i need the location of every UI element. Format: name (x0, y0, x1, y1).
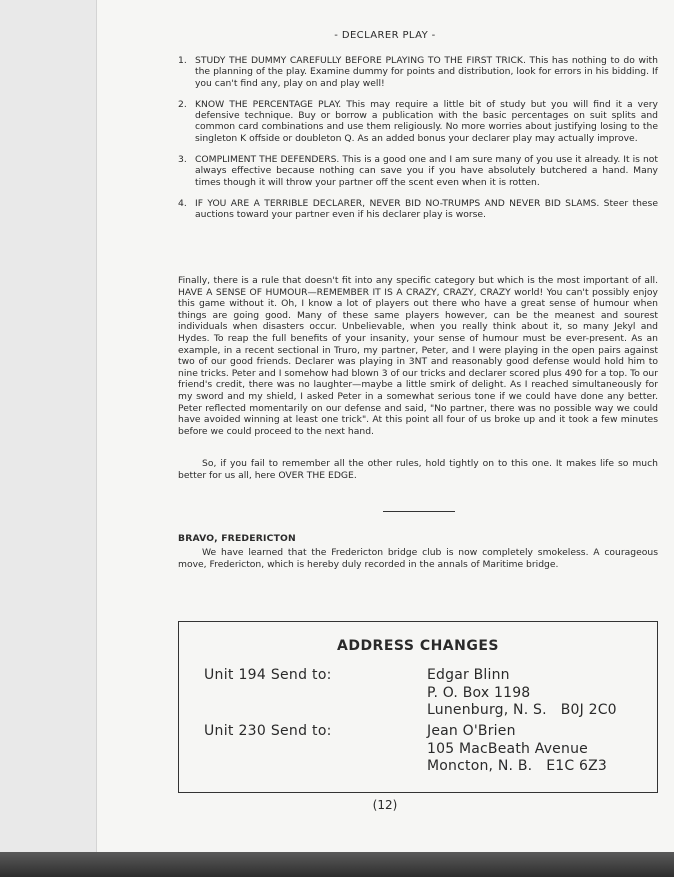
list-item (178, 198, 658, 221)
unit-194-address (427, 667, 617, 720)
section-heading: BRAVO, FREDERICTON (178, 533, 296, 544)
address-line: Lunenburg, N. S. B0J 2C0 (427, 702, 617, 718)
unit-230-label: Unit 230 Send to: (204, 723, 332, 739)
item-number: 1. (178, 55, 187, 66)
item-number: 2. (178, 98, 187, 110)
address-line: Moncton, N. B. E1C 6Z3 (427, 758, 608, 774)
list-item (178, 154, 658, 188)
list-item (178, 55, 658, 89)
scan-bottom-edge (0, 852, 674, 877)
section-divider (383, 511, 455, 512)
body-paragraph-fredericton: We have learned that the Fredericton bridge club is now completely smokeless. A courageous move, Fredericton, which is hereby duly recorded in the annals of Maritime bridge. (178, 547, 658, 570)
unit-194-label: Unit 194 Send to: (204, 667, 332, 683)
list-item (178, 99, 658, 144)
address-changes-box (178, 621, 658, 793)
page-number: (12) (372, 798, 398, 812)
address-line: 105 MacBeath Avenue (427, 740, 588, 757)
body-paragraph-closing: So, if you fail to remember all the other rules, hold tightly on to this one. It makes life so much better for us all, here OVER THE EDGE. (178, 458, 658, 481)
item-text: IF YOU ARE A TERRIBLE DECLARER, NEVER BID NO-TRUMPS AND NEVER BID SLAMS. Steer these auctions toward your partner even if his declarer play is worse. (195, 197, 658, 221)
unit-230-address (427, 723, 607, 776)
item-text: STUDY THE DUMMY CAREFULLY BEFORE PLAYING TO THE FIRST TRICK. This has nothing to do with the planning of the play. Examine dummy for points and distribution, look for errors in his bidding. If you can't find any, play on and play well! (195, 55, 658, 89)
running-header: - DECLARER PLAY - (334, 30, 436, 41)
item-text: KNOW THE PERCENTAGE PLAY. This may require a little bit of study but you will find it a very defensive technique. Buy or borrow a publication with the basic percentages on suit splits and common card combinations and use them religiously. No more worries about justifying losing to the singleton K offside or doubleton Q. As an added bonus your declarer play may actually improve. (195, 98, 658, 144)
item-number: 4. (178, 197, 187, 209)
rules-list (178, 55, 658, 231)
address-line: Jean O'Brien (427, 723, 516, 739)
item-number: 3. (178, 154, 187, 166)
address-line: P. O. Box 1198 (427, 684, 531, 701)
item-text: COMPLIMENT THE DEFENDERS. This is a good one and I am sure many of you use it already. It is not always effective because nothing can save you if you have absolutely butchered a hand. Many times though it will throw your partner off the scent even when it is rotten. (195, 154, 658, 188)
body-paragraph-humour: Finally, there is a rule that doesn't fit into any specific category but which is the most important of all. HAVE A SENSE OF HUMOUR—REMEMBER IT IS A CRAZY, CRAZY, CRAZY world! You can't possibly enjoy this game without it. Oh, I know a lot of players out there who have a great sense of humour when things are going good. Many of these same players however, can be the meanest and sourest individuals when disasters occur. Unbelievable, when you really think about it, so many Jekyl and Hydes. To reap the full benefits of your insanity, your sense of humour must be ever-present. As an example, in a recent sectional in Truro, my partner, Peter, and I were playing in the open pairs against two of our good friends. Declarer was playing in 3NT and reasonably good defense would hold him to nine tricks. Peter and I somehow had blown 3 of our tricks and declarer scored plus 490 for a top. To our friend's credit, there was no laughter—maybe a little smirk of delight. As I reached simultaneously for my sword and my shield, I asked Peter in a somewhat serious tone if we could have done any better. Peter reflected momentarily on our defense and said, "No partner, there was no possible way we could have avoided winning at least one trick". At this point all four of us broke up and it took a few minutes before we could proceed to the next hand. (178, 275, 658, 437)
address-line: Edgar Blinn (427, 667, 510, 683)
box-title: ADDRESS CHANGES (336, 638, 499, 654)
